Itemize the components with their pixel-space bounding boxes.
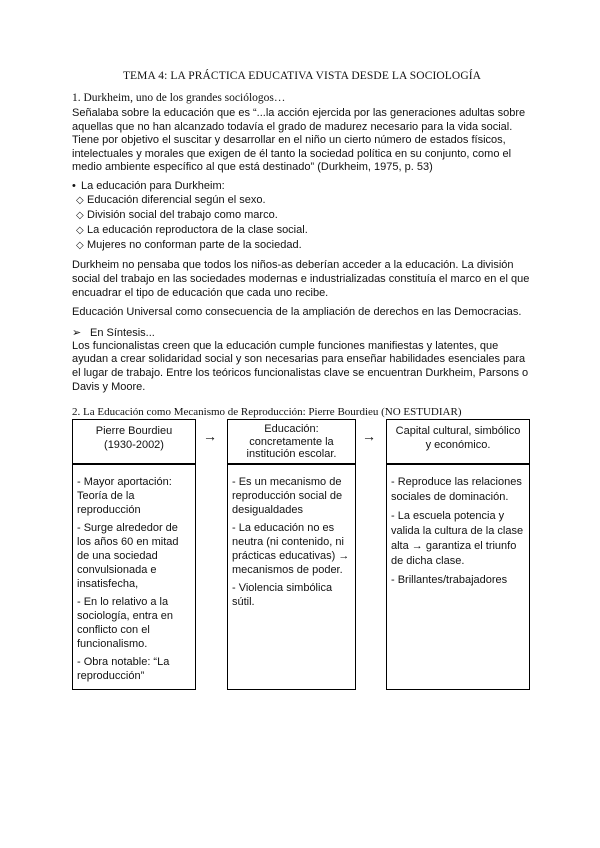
diamond-bullet-icon: ◇ xyxy=(76,240,84,252)
header-line: Pierre Bourdieu xyxy=(95,425,173,437)
arrowhead-icon: ➢ xyxy=(72,326,82,339)
list-item-text: División social del trabajo como marco. xyxy=(87,209,278,222)
durkheim-quote-paragraph: Señalaba sobre la educación que es “...la acción ejercida por las generaciones adultas sobre aquellas que no han alcanzado todavía el grado de madurez necesario para la vida social. Tiene por objetivo el suscitar y desarrollar en el niño un cierto número de estados físicos, intelectuales y morales que exigen de él tanto la sociedad política en su conjunto, como el medio ambiente específico al que está destinado” (Durkheim, 1975, p. 53) xyxy=(72,107,526,174)
synthesis-label: En Síntesis... xyxy=(90,326,155,339)
header-line: institución escolar. xyxy=(246,448,337,460)
list-item-text: Mujeres no conforman parte de la sociedad. xyxy=(87,239,302,252)
bullet-text: La educación para Durkheim: xyxy=(81,179,225,192)
right-arrow-icon: → xyxy=(203,428,217,444)
list-item-text: La educación reproductora de la clase social. xyxy=(87,224,308,237)
col1-list xyxy=(77,475,193,687)
header-line: concretamente la xyxy=(249,435,334,448)
list-item: - Brillantes/trabajadores xyxy=(391,574,508,586)
list-item: - Es un mecanismo de reproducción social de desigualdades xyxy=(232,476,343,516)
header-line: Capital cultural, simbólico xyxy=(395,425,521,437)
diamond-bullet-icon: ◇ xyxy=(76,195,84,207)
col3-list xyxy=(391,475,525,592)
list-item-text: Educación diferencial según el sexo. xyxy=(87,194,266,207)
bourdieu-diagram xyxy=(72,419,530,690)
list-item xyxy=(76,223,532,238)
diamond-bullet-icon: ◇ xyxy=(76,210,84,222)
list-item xyxy=(76,208,532,223)
section2-heading: 2. La Educación como Mecanismo de Reproducción: Pierre Bourdieu (NO ESTUDIAR) xyxy=(72,406,462,419)
bullet-marker: • xyxy=(72,179,76,192)
section1-heading: 1. Durkheim, uno de los grandes sociólogos… xyxy=(72,92,286,104)
durkheim-access-paragraph: Durkheim no pensaba que todos los niños-as deberían acceder a la educación. La división social del trabajo en las sociedades modernas e industrializadas constituía el marco en el que encuadrar el tipo de educación que cada uno recibe. xyxy=(72,259,530,299)
list-item: - La escuela potencia y valida la cultura de la clase alta → garantiza el triunfo de dicha clase. xyxy=(391,510,524,567)
bullet-item xyxy=(72,179,532,194)
list-item xyxy=(76,193,532,208)
document-page xyxy=(72,70,532,421)
list-item: - En lo relativo a la sociología, entra en conflicto con el funcionalismo. xyxy=(77,596,174,650)
list-item: - Mayor aportación: Teoría de la reproducción xyxy=(77,476,172,516)
list-item: - Surge alrededor de los años 60 en mitad de una sociedad convulsionada e insatisfecha, xyxy=(77,522,179,590)
list-item: - Reproduce las relaciones sociales de dominación. xyxy=(391,476,522,503)
list-item: - Obra notable: “La reproducción” xyxy=(77,656,170,682)
header-line: (1930-2002) xyxy=(104,439,164,451)
list-item: - Violencia simbólica sútil. xyxy=(232,582,333,608)
functionalists-paragraph: Los funcionalistas creen que la educación cumple funciones manifiestas y latentes, que ayudan a crear solidaridad social y son necesarias para enseñar habilidades esenciales para el lugar de trabajo. Entre los teóricos funcionalistas clave se encuentran Durkheim, Parsons o Davis y Moore. xyxy=(72,339,529,393)
header-capital xyxy=(390,424,526,452)
page-title: TEMA 4: LA PRÁCTICA EDUCATIVA VISTA DESDE LA SOCIOLOGÍA xyxy=(122,70,482,82)
list-item xyxy=(76,238,532,253)
col2-list xyxy=(232,475,352,613)
synthesis-heading xyxy=(72,326,532,340)
right-arrow-icon: → xyxy=(362,428,376,444)
list-item: - La educación no es neutra (ni contenido, ni prácticas educativas) → mecanismos de poder. xyxy=(232,522,350,576)
header-bourdieu xyxy=(76,424,192,452)
header-education xyxy=(231,423,352,461)
universal-education-paragraph: Educación Universal como consecuencia de la ampliación de derechos en las Democracias. xyxy=(72,306,522,319)
header-line: Educación: xyxy=(264,423,319,435)
diamond-bullet-icon: ◇ xyxy=(76,225,84,237)
header-line: y económico. xyxy=(425,439,491,451)
